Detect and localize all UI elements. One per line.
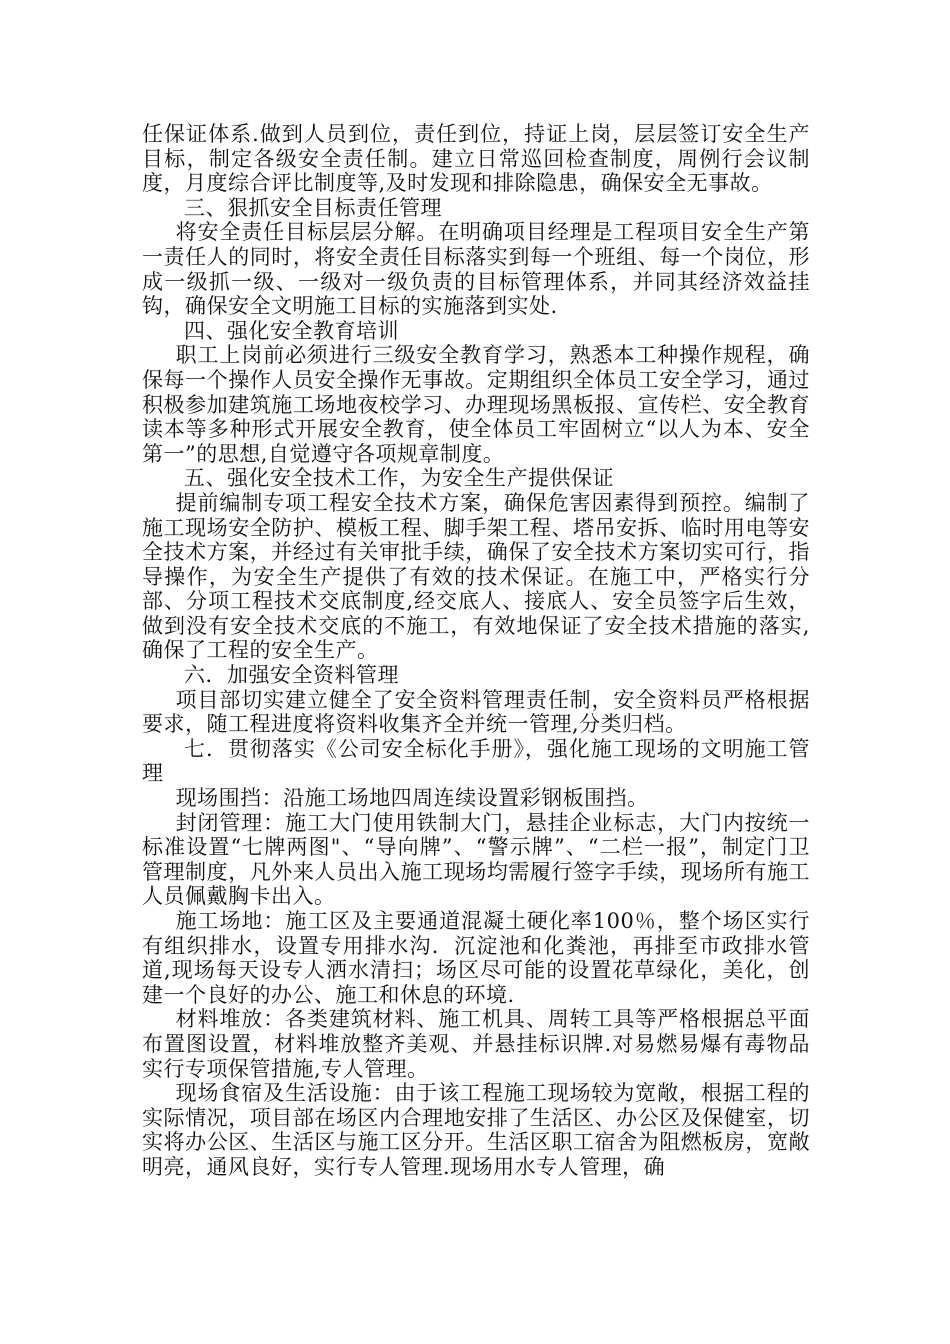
paragraph: 项目部切实建立健全了安全资料管理责任制，安全资料员严格根据要求，随工程进度将资料收集齐全并统一管理,分类归档。: [142, 687, 810, 737]
paragraph: 职工上岗前必须进行三级安全教育学习，熟悉本工种操作规程，确保每一个操作人员安全操作无事故。定期组织全体员工安全学习，通过积极参加建筑施工场地夜校学习、办理现场黑板报、宣传栏、安全教育读本等多种形式开展安全教育，使全体员工牢固树立“以人为本、安全第一”的思想,自觉遵守各项规章制度。: [142, 343, 810, 466]
paragraph: 材料堆放：各类建筑材料、施工机具、周转工具等严格根据总平面布置图设置，材料堆放整齐美观、并悬挂标识牌.对易燃易爆有毒物品实行专项保管措施,专人管理。: [142, 1007, 810, 1081]
paragraph: 施工场地：施工区及主要通道混凝土硬化率100％，整个场区实行有组织排水，设置专用排水沟．沉淀池和化粪池，再排至市政排水管道,现场每天设专人洒水清扫；场区尽可能的设置花草绿化，美化，创建一个良好的办公、施工和休息的环境.: [142, 909, 810, 1007]
paragraph-continued: 任保证体系.做到人员到位，责任到位，持证上岗，层层签订安全生产目标，制定各级安全责任制。建立日常巡回检查制度，周例行会议制度，月度综合评比制度等,及时发现和排除隐患，确保安全无事故。: [142, 122, 810, 196]
paragraph: 将安全责任目标层层分解。在明确项目经理是工程项目安全生产第一责任人的同时，将安全责任目标落实到每一个班组、每一个岗位，形成一级抓一级、一级对一级负责的目标管理体系，并同其经济效益挂钩，确保安全文明施工目标的实施落到实处.: [142, 220, 810, 319]
section-heading-6: 六．加强安全资料管理: [184, 663, 399, 688]
paragraph: 封闭管理：施工大门使用铁制大门，悬挂企业标志，大门内按统一标准设置“七牌两图"、“导向牌”、“警示牌”、“二栏一报”，制定门卫管理制度，凡外来人员出入施工现场均需履行签字手续，现场所有施工人员佩戴胸卡出入。: [142, 810, 810, 909]
paragraph: 现场围挡：沿施工场地四周连续设置彩钢板围挡。: [175, 786, 649, 811]
section-heading-4: 四、强化安全教育培训: [184, 318, 399, 343]
paragraph: 现场食宿及生活设施：由于该工程施工现场较为宽敞，根据工程的实际情况，项目部在场区内合理地安排了生活区、办公区及保健室，切实将办公区、生活区与施工区分开。生活区职工宿舍为阻燃板房，宽敞明亮，通风良好，实行专人管理.现场用水专人管理，确: [142, 1081, 810, 1179]
section-heading-7: 七．贯彻落实《公司安全标化手册》，强化施工现场的文明施工管理: [142, 736, 810, 786]
paragraph: 提前编制专项工程安全技术方案，确保危害因素得到预控。编制了施工现场安全防护、模板工程、脚手架工程、塔吊安拆、临时用电等安全技术方案，并经过有关审批手续，确保了安全技术方案切实可行，指导操作，为安全生产提供了有效的技术保证。在施工中，严格实行分部、分项工程技术交底制度,经交底人、接底人、安全员签字后生效，做到没有安全技术交底的不施工，有效地保证了安全技术措施的落实,确保了工程的安全生产。: [142, 490, 810, 663]
section-heading-5: 五、强化安全技术工作，为安全生产提供保证: [184, 466, 614, 491]
section-heading-3: 三、狠抓安全目标责任管理: [184, 195, 442, 220]
